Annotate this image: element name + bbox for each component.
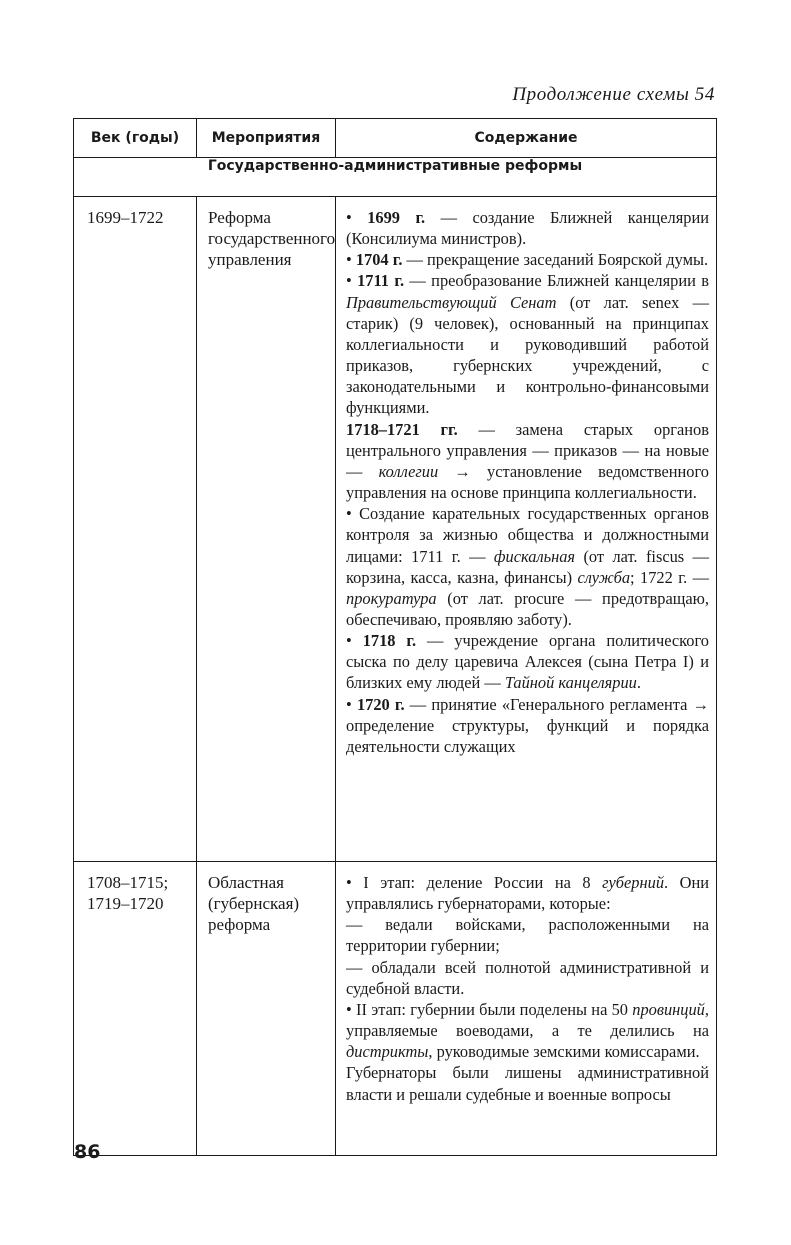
content-item: • 1699 г. — создание Ближней канцелярии (Консилиума министров). (346, 208, 709, 249)
content-item: • 1720 г. — принятие «Генерального регламента → определение структуры, функций и порядка деятельности служащих (346, 694, 709, 756)
table-header-row (74, 119, 717, 158)
row-years: 1708–1715; 1719–1720 (74, 862, 197, 1156)
page-number: 86 (74, 1141, 101, 1163)
content-item: • I этап: деление России на 8 губерний. Они управлялись губернаторами, которые: (346, 873, 710, 914)
content-item: • Создание карательных государственных органов контроля за жизнью общества и должностными лицами: 1711 г. — фискальная (от лат. fiscus — корзина, касса, казна, финансы) служба; 1722 г. — прокуратура (от лат. procure — предотвращаю, обеспечиваю, проявляю заботу). (346, 504, 709, 629)
content-item: — обладали всей полнотой административной и судебной власти. (346, 957, 709, 998)
content-item: 1718–1721 гг. — замена старых органов центрального управления — приказов — на новые — коллегии → установление ведомственного управления на основе принципа коллегиальности. (346, 419, 709, 503)
header-content: Содержание (336, 119, 717, 158)
row-content (336, 862, 717, 1156)
section-row (74, 158, 717, 197)
row-content (336, 197, 717, 862)
table-row (74, 862, 717, 1156)
section-title: Государственно-административные реформы (74, 158, 717, 197)
content-item: Губернаторы были лишены административной власти и решали судебные и военные вопросы (346, 1063, 709, 1104)
table-row (74, 197, 717, 862)
content-item: • 1711 г. — преобразование Ближней канцелярии в Правительствующий Сенат (от лат. senex — старик) (9 человек), основанный на принципах коллегиальности и руководивший работой приказов, губернских учреждений, с законодательными и контрольно-финансовыми функциями. (346, 271, 709, 418)
row-measure: Реформа государственного управления (197, 197, 336, 862)
content-item: • 1704 г. — прекращение заседаний Боярской думы. (346, 250, 709, 270)
scheme-caption: Продолжение схемы 54 (512, 84, 715, 105)
content-item: • II этап: губернии были поделены на 50 провинций, управляемые воеводами, а те делились на дистрикты, руководимые земскими комиссарами. (346, 999, 709, 1062)
content-item: — ведали войсками, расположенными на территории губернии; (346, 915, 709, 956)
row-measure: Областная (губернская) реформа (197, 862, 336, 1156)
reforms-table (73, 118, 717, 1156)
row-years: 1699–1722 (74, 197, 197, 862)
header-years: Век (годы) (74, 119, 197, 158)
content-item: • 1718 г. — учреждение органа политического сыска по делу царевича Алексея (сына Петра I) и близких ему людей — Тайной канцелярии. (346, 631, 709, 693)
header-measures: Мероприятия (197, 119, 336, 158)
